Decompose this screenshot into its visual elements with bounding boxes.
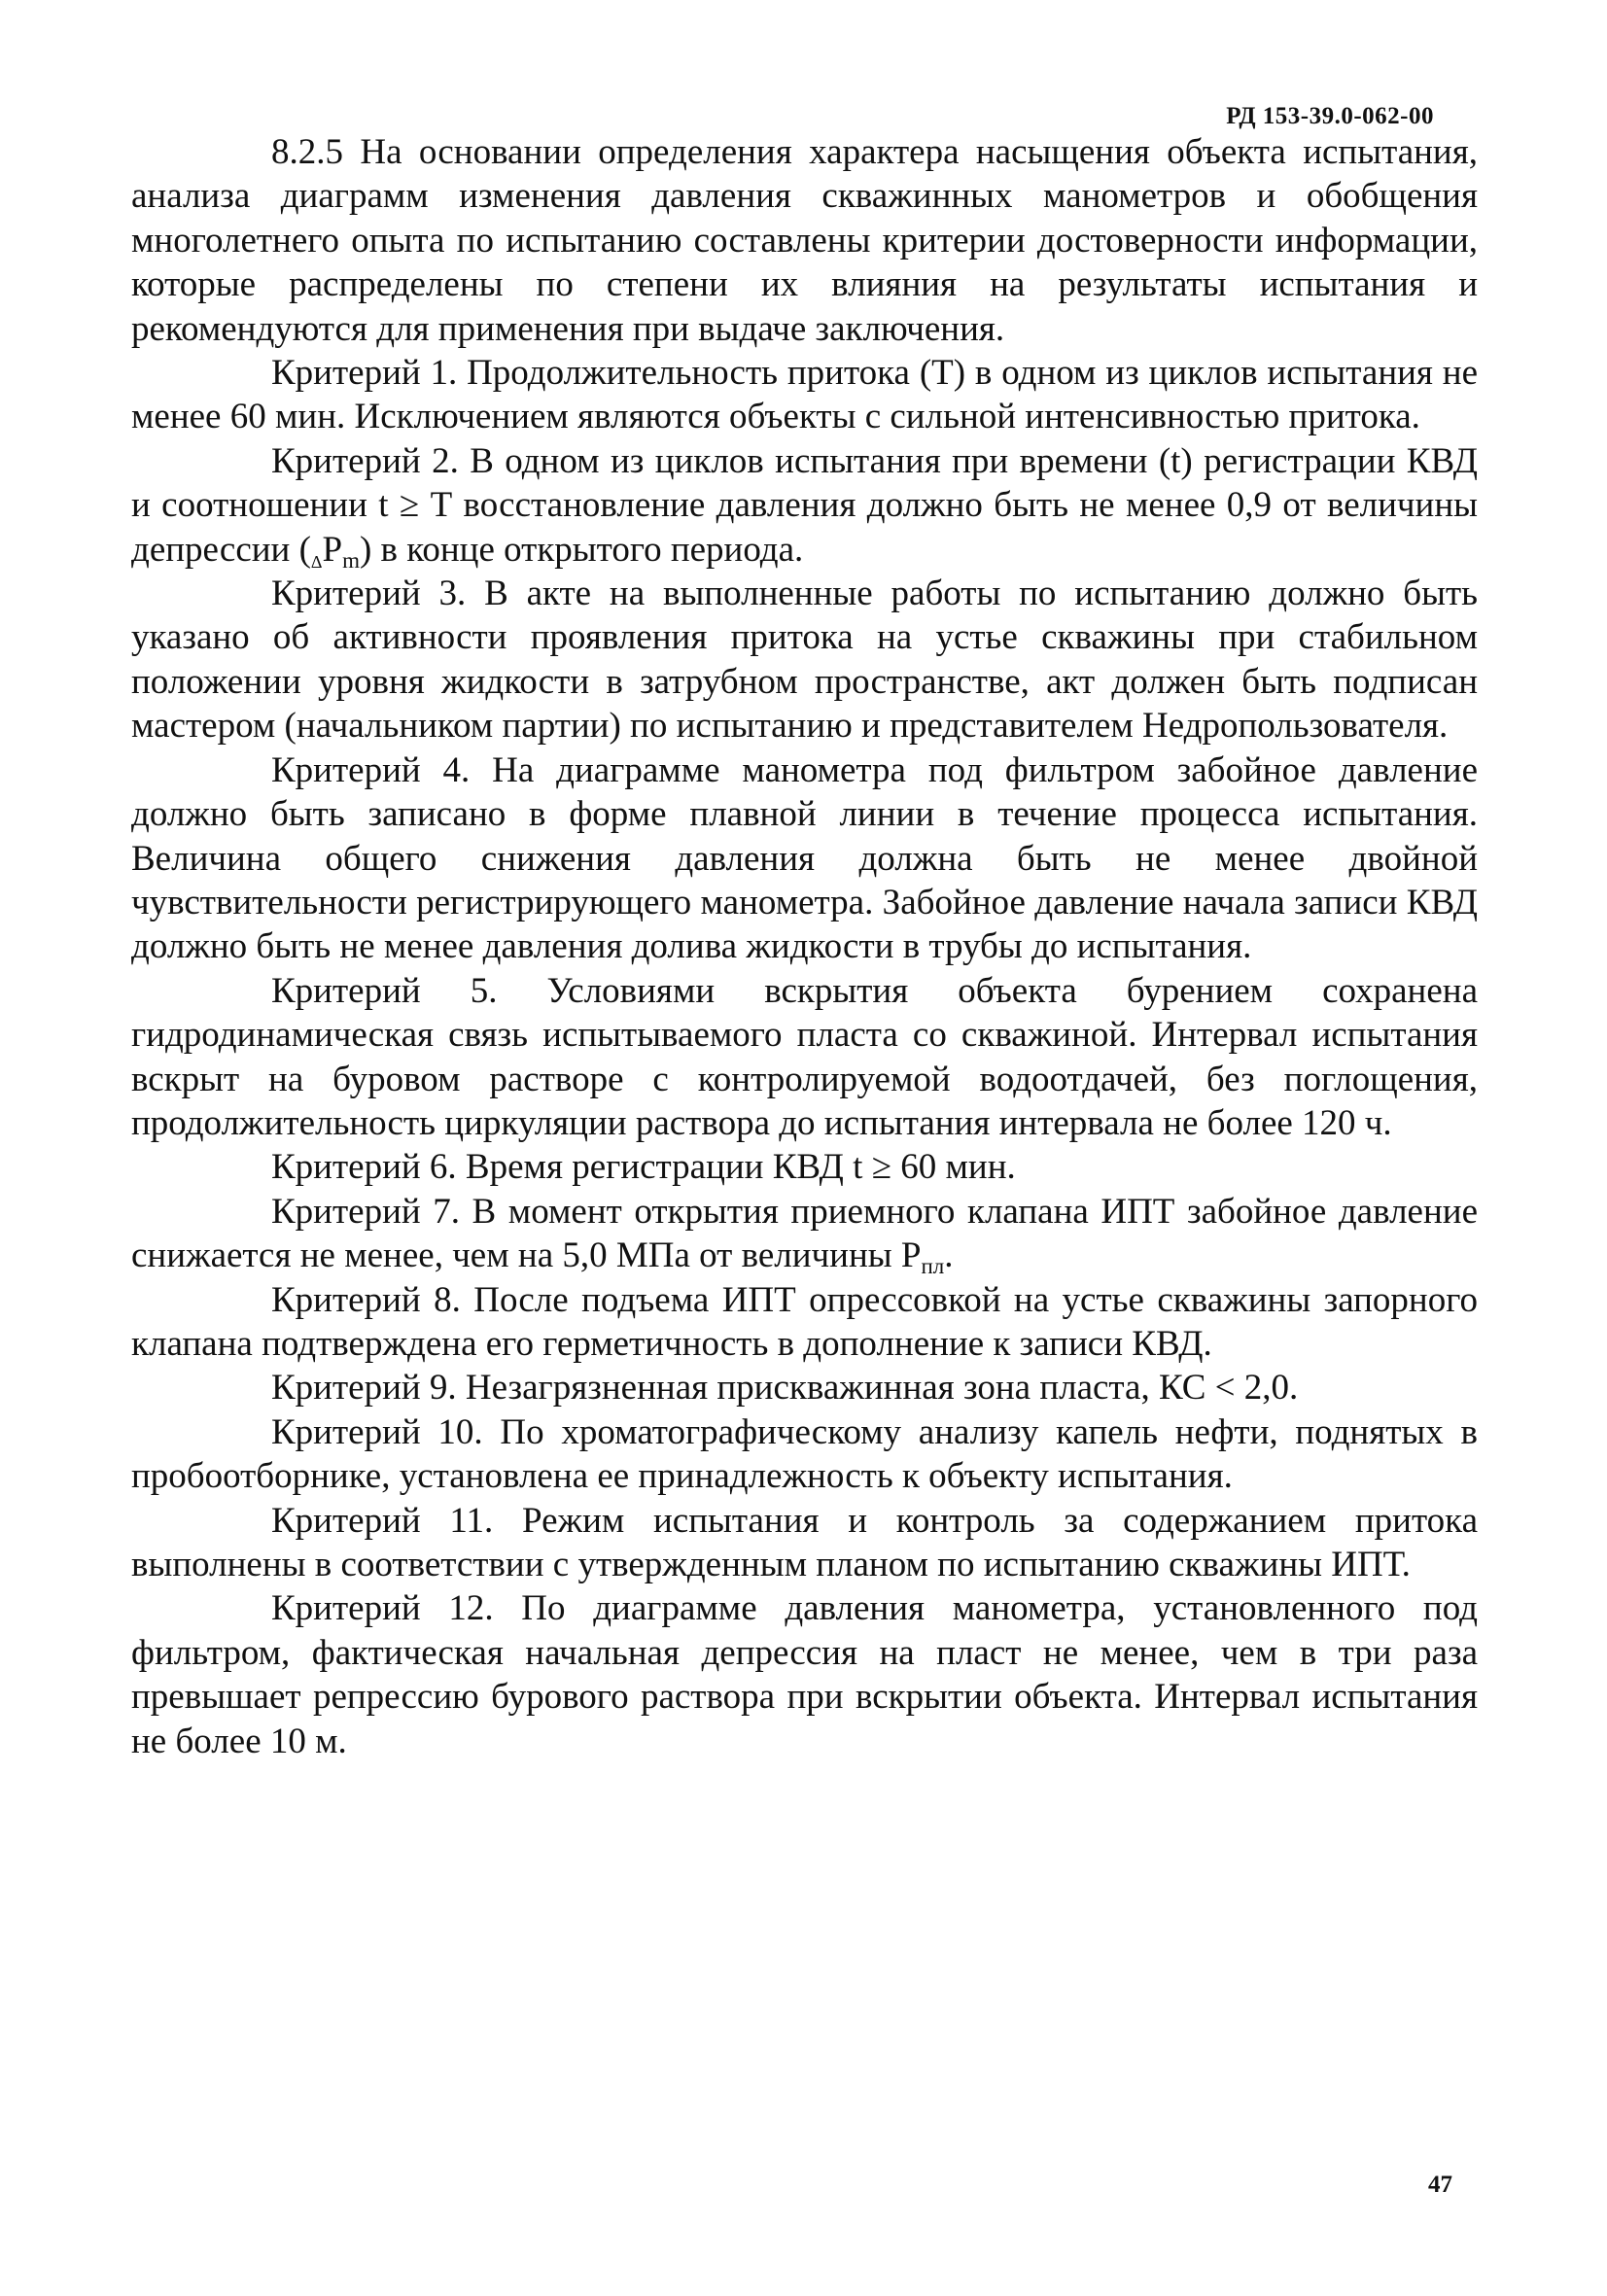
- criterion-7-text-b: .: [944, 1235, 954, 1276]
- criterion-5: Критерий 5. Условиями вскрытия объекта бурением сохранена гидродинамическая связь испытываемого пласта со скважиной. Интервал испытания вскрыт на буровом растворе с контролируемой водоотдачей, без поглощения, продолжительность циркуляции раствора до испытания интервала не более 120 ч.: [131, 970, 1478, 1143]
- reservoir-pressure-subscript: пл: [921, 1254, 945, 1279]
- paragraph-8-2-5: 8.2.5 На основании определения характера насыщения объекта испытания, анализа диаграмм изменения давления скважинных манометров и обобщения многолетнего опыта по испытанию составлены критерии достоверности информации, которые распределены по степени их влияния на результаты испытания и рекомендуются для применения при выдаче заключения.: [131, 132, 1478, 349]
- criterion-7: [131, 1190, 1478, 1278]
- criterion-1: Критерий 1. Продолжительность притока (Т) в одном из циклов испытания не менее 60 мин. Исключением являются объекты с сильной интенсивностью притока.: [131, 353, 1478, 437]
- criterion-9: Критерий 9. Незагрязненная прискважинная зона пласта, КС < 2,0.: [271, 1368, 1299, 1409]
- pressure-subscript: m: [342, 547, 360, 573]
- criterion-4: Критерий 4. На диаграмме манометра под фильтром забойное давление должно быть записано в форме плавной линии в течение процесса испытания. Величина общего снижения давления должна быть не менее двойной чувствительности регистрирующего манометра. Забойное давление начала записи КВД должно быть не менее давления долива жидкости в трубы до испытания.: [131, 749, 1478, 967]
- criterion-7-text-a: Критерий 7. В момент открытия приемного клапана ИПТ забойное давление снижается не менее, чем на 5,0 МПа от величины P: [131, 1191, 1478, 1276]
- page-number: 47: [1428, 2172, 1452, 2198]
- criterion-12: Критерий 12. По диаграмме давления манометра, установленного под фильтром, фактическая начальная депрессия на пласт не менее, чем в три раза превышает репрессию бурового раствора при вскрытии объекта. Интервал испытания не более 10 м.: [131, 1588, 1478, 1761]
- criterion-8: Критерий 8. После подъема ИПТ опрессовкой на устье скважины запорного клапана подтверждена его герметичность в дополнение к записи КВД.: [131, 1279, 1478, 1364]
- criterion-6: Критерий 6. Время регистрации КВД t ≥ 60 мин.: [271, 1147, 1016, 1188]
- criterion-10: Критерий 10. По хроматографическому анализу капель нефти, поднятых в пробоотборнике, установлена ее принадлежность к объекту испытания.: [131, 1411, 1478, 1497]
- document-body: [131, 130, 1478, 1763]
- criterion-2-text-b: ) в конце открытого периода.: [359, 529, 804, 570]
- document-code: РД 153-39.0-062-00: [1226, 103, 1434, 129]
- criterion-2-text-a: Критерий 2. В одном из циклов испытания при времени (t) регистрации КВД и соотношении t ≥ Т восстановление давления должно быть не менее 0,9 от величины депрессии (: [131, 440, 1478, 570]
- criterion-2: [131, 439, 1478, 572]
- criterion-11: Критерий 11. Режим испытания и контроль за содержанием притока выполнены в соответствии с утвержденным планом по испытанию скважины ИПТ.: [131, 1500, 1478, 1584]
- pressure-symbol: P: [322, 529, 343, 570]
- criterion-3: Критерий 3. В акте на выполненные работы по испытанию должно быть указано об активности проявления притока на устье скважины при стабильном положении уровня жидкости в затрубном пространстве, акт должен быть подписан мастером (начальником партии) по испытанию и представителем Недропользователя.: [131, 574, 1478, 747]
- delta-symbol: Δ: [310, 551, 323, 572]
